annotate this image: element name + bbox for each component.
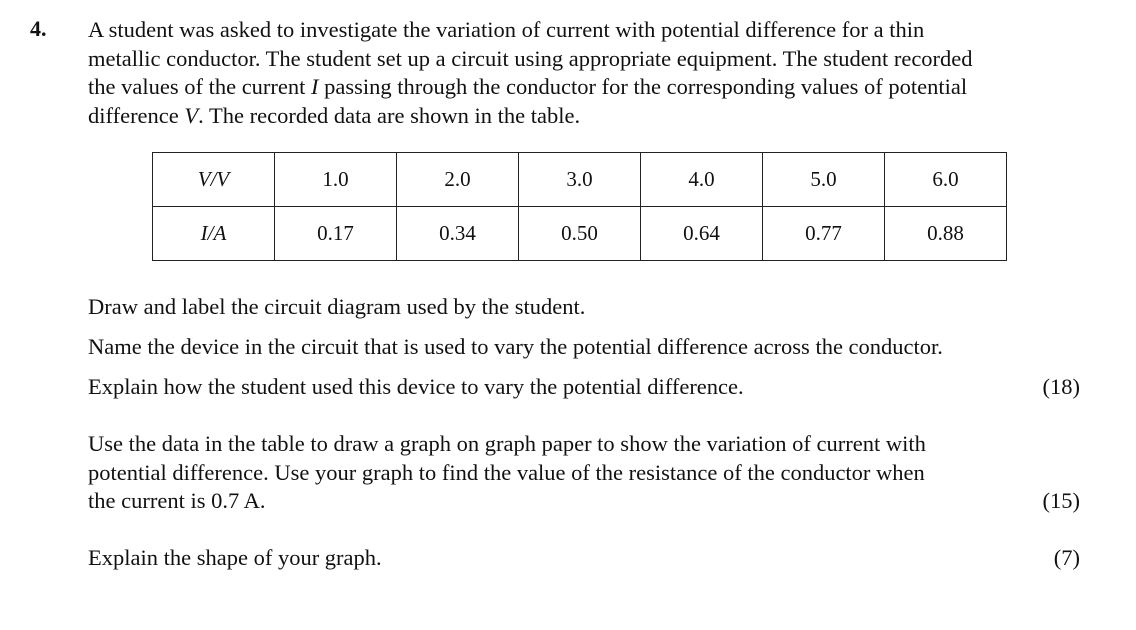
table-cell: 2.0 [397,153,519,207]
intro-line-3: the values of the current I passing through the conductor for the corresponding values of potential [88,74,968,99]
row-header: V/V [153,153,275,207]
part-explain-device: Explain how the student used this device to vary the potential difference. [88,374,744,399]
voltage-symbol: V [184,102,199,128]
marks-7: (7) [1053,545,1080,570]
question-intro [88,16,1088,130]
part-name-device: Name the device in the circuit that is used to vary the potential difference across the conductor. [88,334,943,359]
row-header: I/A [153,207,275,261]
table-cell: 0.77 [763,207,885,261]
table-cell: 0.88 [885,207,1007,261]
marks-15: (15) [1042,488,1080,513]
marks-18: (18) [1042,374,1080,399]
data-table [152,152,1007,261]
question-number: 4. [30,16,47,41]
table-cell: 0.64 [641,207,763,261]
part-graph-line-1: Use the data in the table to draw a graph on graph paper to show the variation of current with [88,431,926,456]
table-row-current [153,207,1007,261]
table-cell: 3.0 [519,153,641,207]
part-graph-line-3: the current is 0.7 A. [88,488,266,513]
intro-line-1: A student was asked to investigate the variation of current with potential difference for a thin [88,17,925,42]
table-cell: 4.0 [641,153,763,207]
intro-line-2: metallic conductor. The student set up a circuit using appropriate equipment. The student recorded [88,45,973,71]
table-cell: 1.0 [275,153,397,207]
current-symbol: I [311,74,319,99]
part-circuit-diagram: Draw and label the circuit diagram used by the student. [88,294,586,319]
part-graph-line-2: potential difference. Use your graph to find the value of the resistance of the conductor when [88,460,925,485]
table-cell: 0.34 [397,207,519,261]
table-cell: 0.50 [519,207,641,261]
table-cell: 6.0 [885,153,1007,207]
intro-line-4: difference V. The recorded data are shown in the table. [88,102,581,128]
table-row-voltage [153,153,1007,207]
part-explain-shape: Explain the shape of your graph. [88,545,382,570]
table-cell: 5.0 [763,153,885,207]
table-cell: 0.17 [275,207,397,261]
